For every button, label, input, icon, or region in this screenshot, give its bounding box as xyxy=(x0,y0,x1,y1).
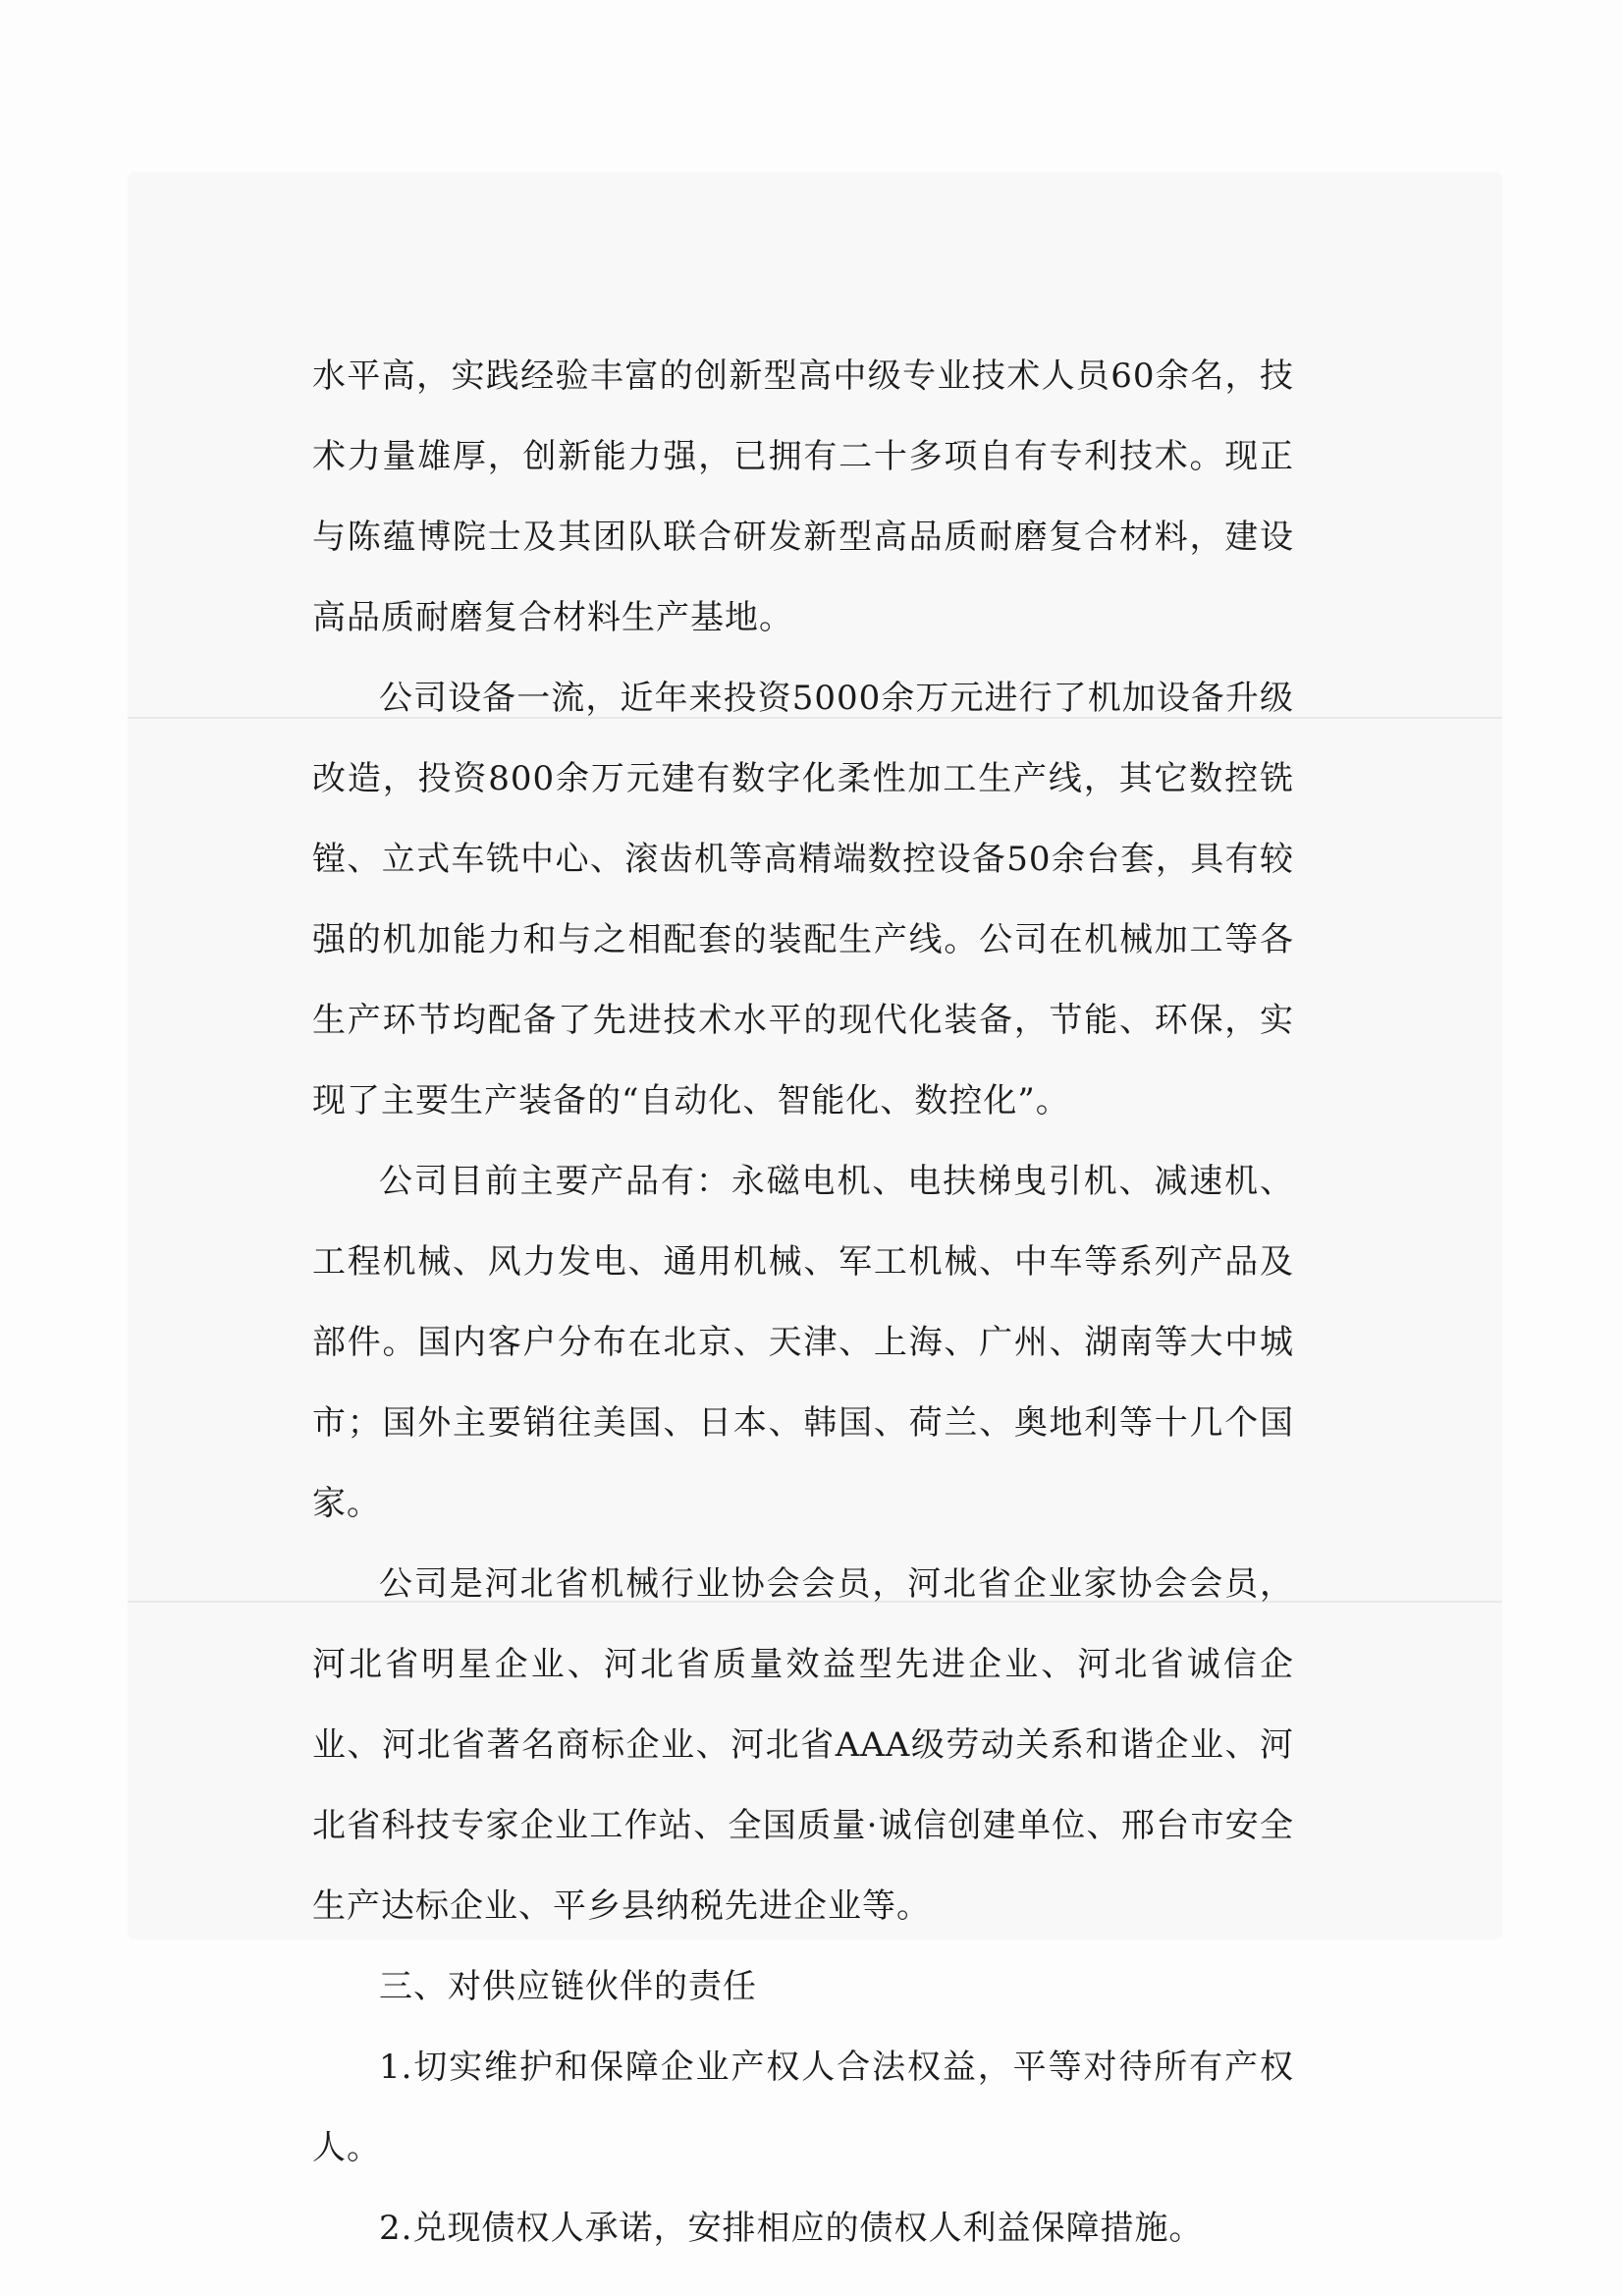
paragraph-equipment: 公司设备一流，近年来投资5000余万元进行了机加设备升级改造，投资800余万元建有数字化柔性加工生产线，其它数控铣镗、立式车铣中心、滚齿机等高精端数控设备50余台套，具有较强的机加能力和与之相配套的装配生产线。公司在机械加工等各生产环节均配备了先进技术水平的现代化装备，节能、环保，实现了主要生产装备的“自动化、智能化、数控化”。 xyxy=(312,679,1294,1121)
section-heading: 三、对供应链伙伴的责任 xyxy=(379,1967,757,2006)
paragraph-products: 公司目前主要产品有：永磁电机、电扶梯曳引机、减速机、工程机械、风力发电、通用机械、军工机械、中车等系列产品及部件。国内客户分布在北京、天津、上海、广州、湖南等大中城市；国外主要销往美国、日本、韩国、荷兰、奥地利等十几个国家。 xyxy=(312,1162,1294,1523)
list-item: 2.兑现债权人承诺，安排相应的债权人利益保障措施。 xyxy=(379,2209,1204,2248)
paragraph-honors: 公司是河北省机械行业协会会员，河北省企业家协会会员，河北省明星企业、河北省质量效益型先进企业、河北省诚信企业、河北省著名商标企业、河北省AAA级劳动关系和谐企业、河北省科技专家企业工作站、全国质量·诚信创建单位、邢台市安全生产达标企业、平乡县纳税先进企业等。 xyxy=(312,1564,1294,1926)
paragraph-continued: 水平高，实践经验丰富的创新型高中级专业技术人员60余名，技术力量雄厚，创新能力强，已拥有二十多项自有专利技术。现正与陈蕴博院士及其团队联合研发新型高品质耐磨复合材料，建设高品质耐磨复合材料生产基地。 xyxy=(312,356,1294,637)
document-body xyxy=(312,336,1294,2269)
list-item: 1.切实维护和保障企业产权人合法权益，平等对待所有产权人。 xyxy=(312,2048,1294,2167)
